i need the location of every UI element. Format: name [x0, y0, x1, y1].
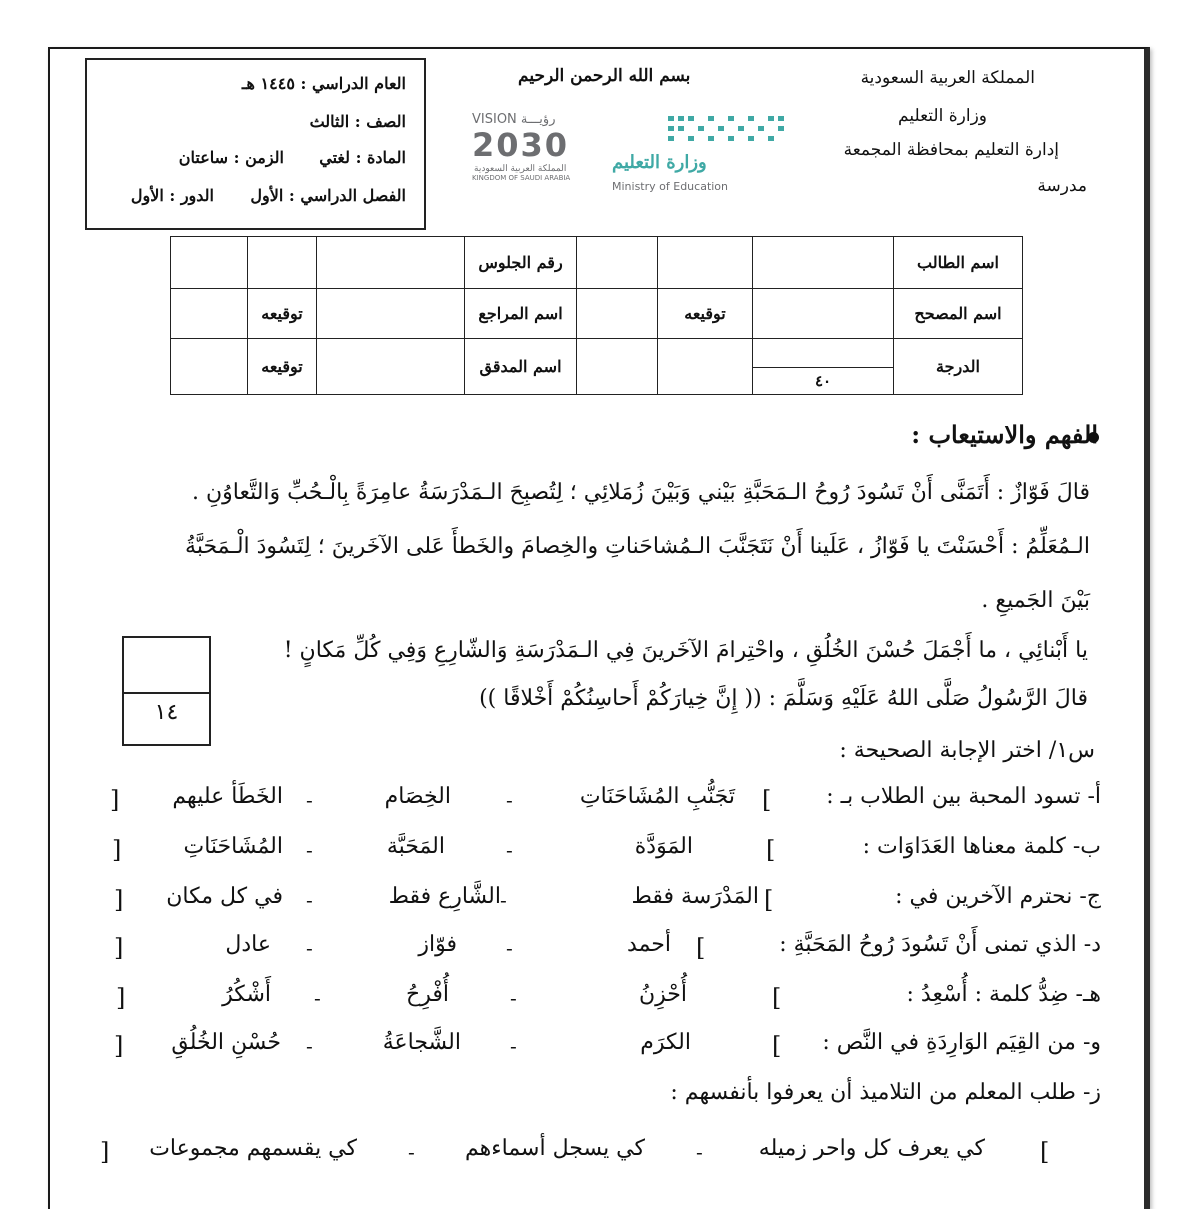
open-bracket: [ — [766, 836, 776, 864]
dash-separator: - — [306, 788, 313, 812]
question-stem: د- الذي تمنى أَنْ تَسُودَ رُوحُ المَحَبَّةِ : — [779, 932, 1101, 957]
question-stem: هـ- ضِدُّ كلمة : أُسْعِدُ : — [906, 982, 1101, 1007]
question-1-title: س١/ اختر الإجابة الصحيحة : — [839, 738, 1095, 763]
score-value: ١٤ — [154, 700, 179, 725]
score-box — [122, 636, 211, 746]
answer-option-3[interactable]: أَشْكُرُ — [222, 982, 271, 1007]
question-z-stem: ز- طلب المعلم من التلاميذ أن يعرفوا بأنفسهم : — [670, 1080, 1101, 1105]
question-stem: ج- نحترم الآخرين في : — [895, 884, 1101, 909]
close-bracket: ] — [116, 984, 126, 1012]
answer-option-1[interactable]: المَدْرَسة فقط — [631, 884, 759, 909]
country-name: المملكة العربية السعودية — [860, 68, 1035, 88]
total-grade: ٤٠ — [753, 367, 893, 394]
corrector-name-field[interactable] — [753, 289, 894, 339]
dash-separator: - — [510, 1034, 517, 1058]
dash-separator: - — [506, 788, 513, 812]
reviewer-signature-label: توقيعه — [248, 289, 317, 339]
answer-option-2[interactable]: فوّاز — [418, 932, 457, 957]
open-bracket: [ — [762, 786, 772, 814]
open-bracket: [ — [764, 886, 774, 914]
answer-option-2[interactable]: أُفْرِحُ — [406, 982, 449, 1007]
vision-label: VISION رؤيـــة — [472, 112, 556, 127]
question-z-option-1[interactable]: كي يعرف كل واحر زميله — [758, 1136, 985, 1161]
section-title: الفهم والاستيعاب : — [911, 420, 1098, 449]
passage-line-4: يا أَبْنائِي ، ما أَجْمَلَ حُسْنَ الخُلُقِ ، واحْتِرامَ الآخَرينَ فِي الـمَدْرَسَةِ وَالشّارِعِ وَفِي كُلِّ مَكانٍ ! — [283, 638, 1088, 663]
auditor-label: اسم المدقق — [465, 339, 577, 395]
student-name-field-2[interactable] — [753, 237, 894, 289]
open-bracket: [ — [1040, 1138, 1050, 1166]
close-bracket: ] — [114, 934, 124, 962]
answer-option-2[interactable]: المَحَبَّة — [386, 834, 445, 859]
vision-subtitle-en: KINGDOM OF SAUDI ARABIA — [472, 174, 571, 182]
open-bracket: [ — [772, 1032, 782, 1060]
answer-option-2[interactable]: الشَّارِع فقط — [388, 884, 501, 909]
student-name-field[interactable] — [658, 237, 753, 289]
administration-name: إدارة التعليم بمحافظة المجمعة — [843, 140, 1059, 160]
question-stem: و- من القِيَم الوَارِدَةِ في النَّص : — [822, 1030, 1101, 1055]
vision-2030-logo — [470, 112, 596, 182]
blank-cell[interactable] — [317, 237, 465, 289]
corrector-signature-field[interactable] — [577, 289, 658, 339]
ministry-name: وزارة التعليم — [898, 106, 987, 126]
auditor-name-field[interactable] — [317, 339, 465, 395]
close-bracket: ] — [100, 1138, 110, 1166]
question-z-option-3[interactable]: كي يقسمهم مجموعات — [149, 1136, 357, 1161]
dash-separator: - — [696, 1140, 703, 1164]
answer-option-3[interactable]: الخَطَأ عليهم — [172, 784, 283, 809]
grade-cell[interactable] — [753, 339, 894, 395]
grade-level: الصف : الثالث — [309, 112, 406, 131]
dash-separator: - — [408, 1140, 415, 1164]
vision-year: 2030 — [472, 126, 570, 164]
blank-cell — [577, 339, 658, 395]
moe-logo-english: Ministry of Education — [612, 180, 729, 193]
answer-option-1[interactable]: الكرَم — [640, 1030, 691, 1055]
answer-option-2[interactable]: الشَّجاعَةُ — [382, 1030, 461, 1055]
answer-option-1[interactable]: أُحْزِنُ — [638, 982, 687, 1007]
dash-separator: - — [306, 888, 313, 912]
student-name-label: اسم الطالب — [894, 237, 1023, 289]
corrector-label: اسم المصحح — [894, 289, 1023, 339]
grade-label: الدرجة — [894, 339, 1023, 395]
close-bracket: ] — [114, 886, 124, 914]
question-z-option-2[interactable]: كي يسجل أسماءهم — [465, 1136, 645, 1161]
passage-line-2: الـمُعَلِّمُ : أَحْسَنْتَ يا فَوّازُ ، عَلَينا أَنْ نَتَجَنَّبَ الـمُشاحَناتِ والخِصامَ والخَطأَ عَلى الآخَرينَ ؛ لِتَسُودَ الْـمَحَبَّةُ — [185, 534, 1090, 559]
blank-cell — [658, 339, 753, 395]
passage-line-5: قالَ الرَّسُولُ صَلَّى اللهُ عَلَيْهِ وَسَلَّمَ : (( إِنَّ خِيارَكُمْ أَحاسِنُكُمْ أَخْلاقًا )) — [479, 686, 1088, 711]
answer-option-3[interactable]: عادل — [225, 932, 271, 957]
exam-duration: الزمن : ساعتان — [178, 148, 284, 167]
dash-separator: - — [306, 838, 313, 862]
blank-cell[interactable] — [171, 237, 248, 289]
school-name: مدرسة — [1037, 176, 1087, 196]
dash-separator: - — [306, 1034, 313, 1058]
blank-cell[interactable] — [248, 237, 317, 289]
answer-option-3[interactable]: في كل مكان — [166, 884, 283, 909]
basmala: بسم الله الرحمن الرحيم — [518, 66, 691, 86]
subject: المادة : لغتي — [319, 148, 406, 167]
passage-line-3: بَيْنَ الجَميعِ . — [981, 588, 1090, 613]
answer-option-3[interactable]: حُسْنِ الخُلُقِ — [171, 1030, 281, 1055]
reviewer-signature-field[interactable] — [171, 289, 248, 339]
vision-subtitle-ar: المملكة العربية السعودية — [474, 164, 567, 174]
corrector-signature-label: توقيعه — [658, 289, 753, 339]
student-info-table — [170, 236, 1023, 395]
open-bracket: [ — [696, 934, 706, 962]
seat-number-field[interactable] — [577, 237, 658, 289]
close-bracket: ] — [110, 786, 120, 814]
academic-year: العام الدراسي : ١٤٤٥ هـ — [241, 74, 406, 93]
semester: الفصل الدراسي : الأول — [250, 186, 406, 205]
moe-dots-icon — [608, 112, 788, 152]
dash-separator: - — [506, 838, 513, 862]
dash-separator: - — [306, 936, 313, 960]
question-stem: أ- تسود المحبة بين الطلاب بـ : — [826, 784, 1101, 809]
reviewer-name-field[interactable] — [317, 289, 465, 339]
dash-separator: - — [506, 936, 513, 960]
answer-option-1[interactable]: أحمد — [627, 932, 671, 957]
close-bracket: ] — [114, 1032, 124, 1060]
close-bracket: ] — [112, 836, 122, 864]
answer-option-1[interactable]: المَوَدَّة — [634, 834, 693, 859]
passage-line-1: قالَ فَوّازٌ : أَتَمَنَّى أَنْ تَسُودَ رُوحُ الـمَحَبَّةِ بَيْني وَبَيْنَ زُمَلائِي ؛ لِتُصبِحَ الـمَدْرَسَةُ عامِرَةً بِالْـحُبِّ وَالتَّعاوُنِ . — [191, 480, 1090, 505]
answer-option-3[interactable]: المُشَاحَنَاتِ — [183, 834, 283, 859]
moe-logo-arabic: وزارة التعليم — [612, 152, 707, 173]
dash-separator: - — [510, 986, 517, 1010]
reviewer-label: اسم المراجع — [465, 289, 577, 339]
dash-separator: - — [314, 986, 321, 1010]
answer-option-1[interactable]: تَجَنُّبِ المُشَاحَنَاتِ — [579, 784, 735, 809]
exam-info-box — [85, 58, 426, 230]
auditor-signature-label: توقيعه — [248, 339, 317, 395]
open-bracket: [ — [772, 984, 782, 1012]
dash-separator: - — [500, 888, 507, 912]
question-stem: ب- كلمة معناها العَدَاوَات : — [862, 834, 1101, 859]
moe-logo — [608, 112, 788, 198]
answer-option-2[interactable]: الخِصَام — [384, 784, 451, 809]
auditor-signature-field[interactable] — [171, 339, 248, 395]
seat-number-label: رقم الجلوس — [465, 237, 577, 289]
exam-round: الدور : الأول — [130, 186, 214, 205]
